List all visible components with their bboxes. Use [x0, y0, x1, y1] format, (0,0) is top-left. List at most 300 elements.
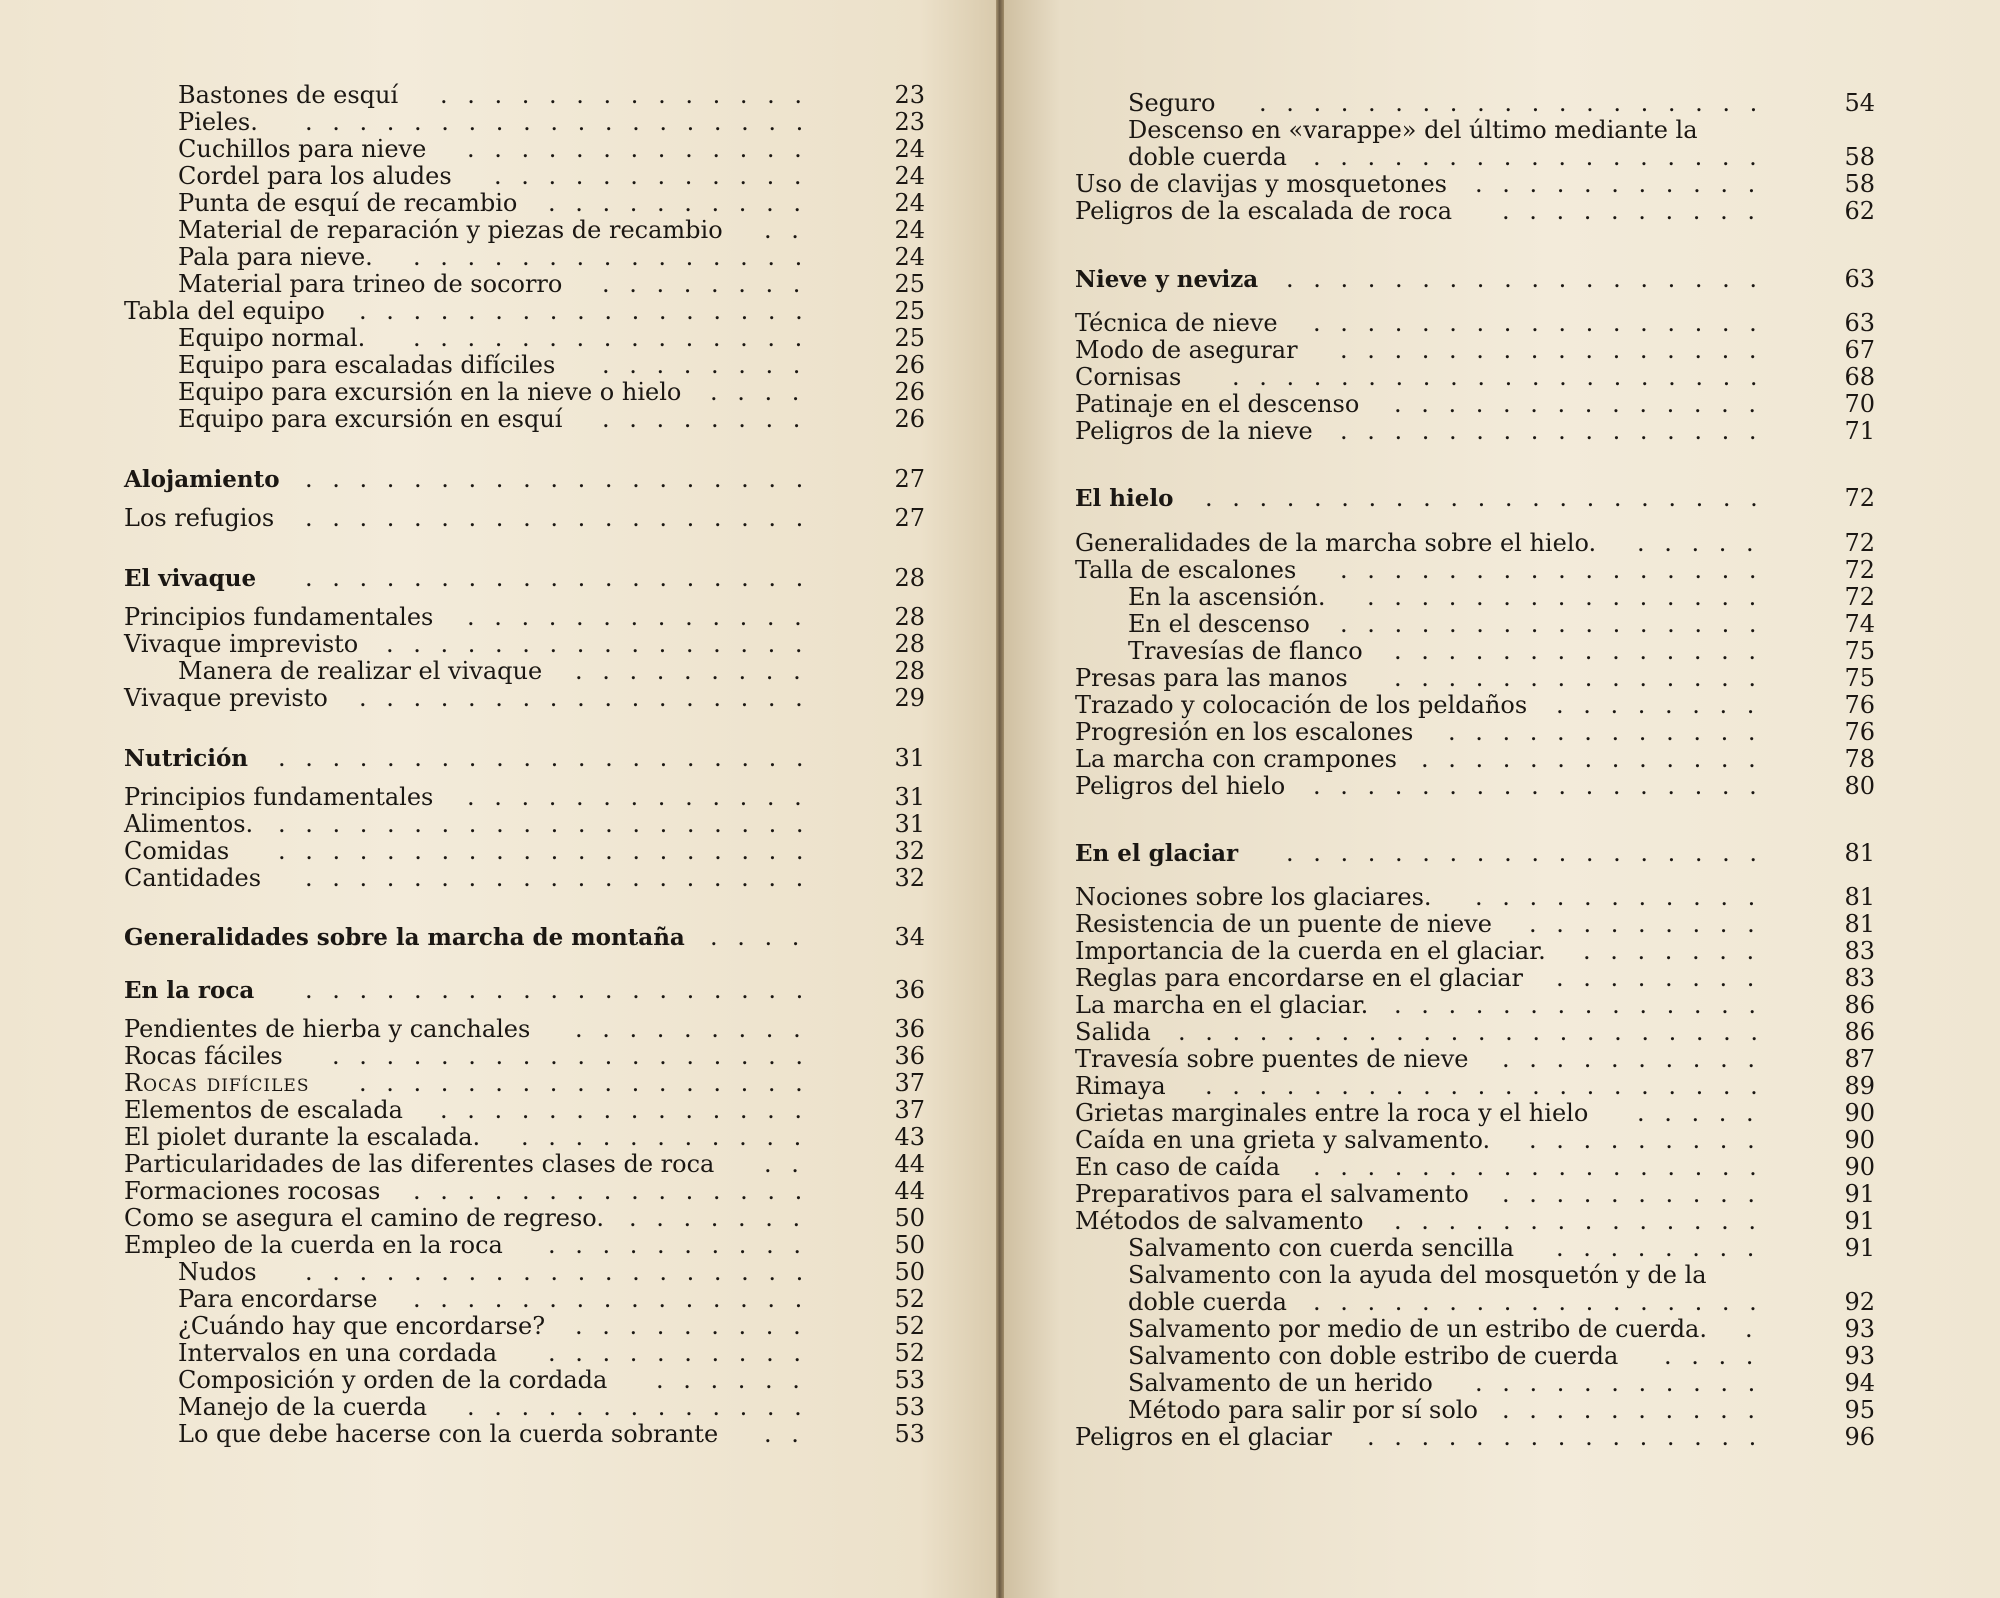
- toc-entry-title: Para encordarse: [178, 1285, 378, 1313]
- toc-entry-title: Manejo de la cuerda: [178, 1393, 428, 1421]
- toc-section-heading: [124, 565, 925, 592]
- toc-entry: [1075, 391, 1875, 418]
- toc-page-number: 74: [1844, 610, 1875, 638]
- toc-entry-title: Peligros de la escalada de roca: [1075, 197, 1453, 225]
- toc-page-number: 72: [1844, 556, 1875, 584]
- toc-entry: [1075, 1181, 1875, 1208]
- toc-entry: [1128, 584, 1875, 611]
- toc-page-number: 81: [1844, 839, 1875, 867]
- toc-entry: [1075, 1154, 1875, 1181]
- toc-section-heading: [124, 924, 925, 951]
- toc-entry-title: Salvamento con cuerda sencilla: [1128, 1234, 1515, 1262]
- toc-entry-title: Travesías de flanco: [1128, 637, 1363, 665]
- leader-dots: . . . . . . . . . . . . . . . . .: [359, 1069, 803, 1097]
- toc-entry: [1075, 911, 1875, 938]
- leader-dots: . . . . . . . . .: [1529, 910, 1755, 938]
- leader-dots: . . . .: [710, 923, 800, 951]
- toc-section-heading: [124, 977, 925, 1004]
- toc-entry-title: Trazado y colocación de los peldaños: [1075, 691, 1528, 719]
- leader-dots: . . . . . . . . . . . . . . . . . . . .: [1232, 363, 1758, 391]
- toc-page-number: 71: [1844, 417, 1875, 445]
- leader-dots: . . . . . . . . . . . . . . . . . .: [1286, 839, 1758, 867]
- toc-page-number: 37: [894, 1096, 925, 1124]
- toc-page-number: 32: [894, 864, 925, 892]
- toc-entry: [1128, 117, 1875, 144]
- leader-dots: . . . . . . . . . . . . . . . . . . .: [305, 564, 804, 592]
- toc-entry: [1128, 1289, 1875, 1316]
- leader-dots: . . . . . . . . . .: [1502, 197, 1755, 225]
- toc-entry-title: doble cuerda: [1128, 1288, 1287, 1316]
- leader-dots: . . . . . . . . . . . . . . . . . . .: [305, 504, 804, 532]
- toc-page-number: 27: [894, 504, 925, 532]
- toc-entry: [178, 1421, 925, 1448]
- toc-page-number: 52: [894, 1339, 925, 1367]
- toc-entry-title: Resistencia de un puente de nieve: [1075, 910, 1492, 938]
- leader-dots: . .: [764, 216, 799, 244]
- toc-page-number: 86: [1844, 1018, 1875, 1046]
- leader-dots: . . . . . . . . . . . . . .: [1394, 390, 1756, 418]
- toc-entry: [1075, 746, 1875, 773]
- leader-dots: . . . . . .: [656, 1366, 800, 1394]
- toc-entry-title: Salvamento con doble estribo de cuerda: [1128, 1342, 1619, 1370]
- toc-entry-title: Importancia de la cuerda en el glaciar.: [1075, 937, 1546, 965]
- toc-page-number: 36: [894, 976, 925, 1004]
- toc-entry-title: Pendientes de hierba y canchales: [124, 1015, 531, 1043]
- toc-entry: [178, 658, 925, 685]
- toc-entry-title: Material de reparación y piezas de recambio: [178, 216, 723, 244]
- toc-entry-title: Salvamento por medio de un estribo de cuerda.: [1128, 1315, 1707, 1343]
- leader-dots: . . . . . . .: [629, 1204, 801, 1232]
- toc-entry: [1075, 1208, 1875, 1235]
- toc-page-number: 28: [894, 603, 925, 631]
- toc-entry: [124, 298, 925, 325]
- toc-entry: [1075, 530, 1875, 557]
- toc-entry-title: Cordel para los aludes: [178, 162, 452, 190]
- toc-entry-title: Métodos de salvamento: [1075, 1207, 1364, 1235]
- toc-entry-title: Rocas fáciles: [124, 1042, 283, 1070]
- toc-entry: [124, 685, 925, 712]
- toc-entry-title: Nutrición: [124, 745, 249, 772]
- toc-entry: [178, 406, 925, 433]
- toc-entry-title: En la roca: [124, 977, 255, 1004]
- toc-entry: [178, 109, 925, 136]
- leader-dots: . . . . . . . . . . . . . . . . . . .: [305, 1258, 804, 1286]
- leader-dots: . . . . . . . . . .: [548, 1231, 801, 1259]
- toc-entry: [1128, 611, 1875, 638]
- toc-entry: [178, 1367, 925, 1394]
- toc-page-number: 75: [1844, 637, 1875, 665]
- toc-entry-title: El hielo: [1075, 485, 1174, 512]
- toc-page-number: 43: [894, 1123, 925, 1151]
- toc-entry: [1075, 1073, 1875, 1100]
- leader-dots: . . . . . . . . . . . . . . .: [1367, 583, 1757, 611]
- toc-entry: [124, 1043, 925, 1070]
- toc-page-number: 93: [1844, 1315, 1875, 1343]
- toc-entry-title: Progresión en los escalones: [1075, 718, 1414, 746]
- toc-entry-title: Equipo para excursión en esquí: [178, 405, 563, 433]
- toc-entry: [1075, 1100, 1875, 1127]
- toc-entry: [1075, 418, 1875, 445]
- toc-entry: [124, 865, 925, 892]
- toc-page-number: 32: [894, 837, 925, 865]
- leader-dots: . . . . . . . . . . . .: [1448, 718, 1756, 746]
- leader-dots: . . . . . . . . . . . . . . . .: [1340, 556, 1757, 584]
- toc-entry-title: Tabla del equipo: [124, 297, 325, 325]
- toc-page-number: 91: [1844, 1207, 1875, 1235]
- leader-dots: . . . . . . . . . . . . . .: [1394, 637, 1756, 665]
- toc-page-number: 75: [1844, 664, 1875, 692]
- toc-entry: [178, 82, 925, 109]
- toc-entry: [124, 1070, 925, 1097]
- toc-page-number: 53: [894, 1420, 925, 1448]
- toc-entry-title: Preparativos para el salvamento: [1075, 1180, 1469, 1208]
- leader-dots: . . . . . . . . . . . . . . . . . . .: [305, 108, 804, 136]
- leader-dots: . . . . . . . . . . .: [1475, 883, 1756, 911]
- toc-entry: [1075, 1046, 1875, 1073]
- leader-dots: . . . . . . . . . . . . . . . . .: [359, 297, 803, 325]
- toc-page-number: 23: [894, 108, 925, 136]
- toc-entry-title: Principios fundamentales: [124, 783, 434, 811]
- toc-page-number: 67: [1844, 336, 1875, 364]
- toc-page-number: 90: [1844, 1153, 1875, 1181]
- toc-entry-title: Vivaque imprevisto: [124, 630, 359, 658]
- toc-section-heading: [124, 466, 925, 493]
- toc-entry-title: doble cuerda: [1128, 143, 1287, 171]
- toc-entry: [124, 838, 925, 865]
- toc-entry: [178, 352, 925, 379]
- toc-entry: [178, 190, 925, 217]
- toc-page-number: 94: [1844, 1369, 1875, 1397]
- leader-dots: . . . . . . .: [1583, 937, 1755, 965]
- leader-dots: . . . . . . . . .: [575, 1015, 801, 1043]
- toc-entry: [178, 271, 925, 298]
- leader-dots: . . . . . . . . . . . . .: [467, 603, 802, 631]
- toc-page-number: 24: [894, 135, 925, 163]
- leader-dots: . . . . . . . . . . . . . .: [1394, 1207, 1756, 1235]
- leader-dots: . .: [764, 1150, 799, 1178]
- toc-entry-title: El piolet durante la escalada.: [124, 1123, 481, 1151]
- toc-entry-title: Salvamento con la ayuda del mosquetón y de la: [1128, 1261, 1707, 1289]
- leader-dots: . . . . . . . . . . . . . . . . . . .: [1259, 89, 1758, 117]
- toc-page-number: 81: [1844, 883, 1875, 911]
- toc-entry: [124, 505, 925, 532]
- toc-entry-title: Como se asegura el camino de regreso.: [124, 1204, 604, 1232]
- toc-entry: [124, 1097, 925, 1124]
- toc-entry-title: Peligros de la nieve: [1075, 417, 1313, 445]
- leader-dots: . . . . . . . .: [1556, 964, 1755, 992]
- leader-dots: . . . . . . . . . . . . . . . . . . . .: [278, 744, 804, 772]
- toc-page-number: 54: [1844, 89, 1875, 117]
- leader-dots: . . . . . . . . . . . . .: [467, 783, 802, 811]
- toc-entry-title: Los refugios: [124, 504, 275, 532]
- toc-entry: [1075, 310, 1875, 337]
- toc-entry: [1075, 557, 1875, 584]
- toc-entry: [1075, 938, 1875, 965]
- toc-entry-title: La marcha con crampones: [1075, 745, 1397, 773]
- leader-dots: . . . . . . . . . . . . . . . . .: [1313, 772, 1757, 800]
- leader-dots: . . . . . . . . . . . . . . . . . . .: [305, 465, 804, 493]
- leader-dots: . . . . . . . . . . . . .: [1421, 745, 1756, 773]
- leader-dots: . . . . . . . . . . . . . . . . . . . . . .: [1178, 1018, 1759, 1046]
- leader-dots: . . . . . . . . . .: [1502, 1180, 1755, 1208]
- toc-entry-title: El vivaque: [124, 565, 257, 592]
- toc-page-number: 63: [1844, 309, 1875, 337]
- leader-dots: . . . . . . . .: [602, 270, 801, 298]
- toc-entry: [1128, 1262, 1875, 1289]
- toc-page-number: 81: [1844, 910, 1875, 938]
- toc-page-number: 76: [1844, 718, 1875, 746]
- toc-entry-title: En la ascensión.: [1128, 583, 1326, 611]
- toc-page-number: 26: [894, 351, 925, 379]
- toc-entry-title: Patinaje en el descenso: [1075, 390, 1360, 418]
- toc-entry: [1128, 90, 1875, 117]
- toc-section-heading: [124, 745, 925, 772]
- leader-dots: . . . . . . . . . . . . . .: [440, 81, 802, 109]
- leader-dots: . . . . . . . .: [602, 405, 801, 433]
- toc-entry-title: Nieve y neviza: [1075, 266, 1259, 293]
- toc-page-number: 31: [894, 810, 925, 838]
- toc-entry-title: Grietas marginales entre la roca y el hielo: [1075, 1099, 1589, 1127]
- toc-page-number: 89: [1844, 1072, 1875, 1100]
- toc-entry-title: Principios fundamentales: [124, 603, 434, 631]
- toc-entry: [1128, 1370, 1875, 1397]
- toc-page-number: 44: [894, 1177, 925, 1205]
- leader-dots: . . . . . . . . . . . . . . .: [413, 1177, 803, 1205]
- toc-page-number: 58: [1844, 170, 1875, 198]
- leader-dots: . . . . . . . . . . . . .: [467, 135, 802, 163]
- toc-entry-title: Presas para las manos: [1075, 664, 1348, 692]
- toc-page-number: 72: [1844, 529, 1875, 557]
- toc-entry-title: Vivaque previsto: [124, 684, 328, 712]
- leader-dots: . . . . . . . . . .: [548, 189, 801, 217]
- leader-dots: . . . . . . . . .: [575, 1312, 801, 1340]
- toc-page-number: 91: [1844, 1180, 1875, 1208]
- toc-entry: [178, 1286, 925, 1313]
- toc-entry-title: Comidas: [124, 837, 230, 865]
- leader-dots: . .: [764, 1420, 799, 1448]
- toc-entry-title: Peligros en el glaciar: [1075, 1423, 1332, 1451]
- toc-section-heading: [1075, 485, 1875, 512]
- toc-entry: [178, 244, 925, 271]
- toc-entry-title: Talla de escalones: [1075, 556, 1297, 584]
- toc-page-number: 31: [894, 783, 925, 811]
- toc-entry: [1075, 364, 1875, 391]
- toc-entry-title: Formaciones rocosas: [124, 1177, 381, 1205]
- toc-entry-title: Manera de realizar el vivaque: [178, 657, 543, 685]
- toc-entry: [178, 1340, 925, 1367]
- toc-page-number: 24: [894, 216, 925, 244]
- toc-entry: [124, 1205, 925, 1232]
- toc-page-number: 95: [1844, 1396, 1875, 1424]
- toc-entry: [1128, 1235, 1875, 1262]
- toc-page-number: 86: [1844, 991, 1875, 1019]
- toc-page-number: 23: [894, 81, 925, 109]
- toc-entry-title: Equipo para escaladas difíciles: [178, 351, 556, 379]
- toc-page-number: 50: [894, 1204, 925, 1232]
- toc-entry-title: Cornisas: [1075, 363, 1182, 391]
- right-page: [1000, 0, 2000, 1598]
- leader-dots: . . . . . . . . . . . . . . . . .: [1313, 1153, 1757, 1181]
- toc-page-number: 63: [1844, 265, 1875, 293]
- leader-dots: . . . . . . . .: [1556, 1234, 1755, 1262]
- leader-dots: . . . . . . . . . . . . . . . . . . . . .: [1205, 1072, 1758, 1100]
- toc-entry-title: En caso de caída: [1075, 1153, 1281, 1181]
- leader-dots: . . . . . . . . . . . . . .: [1394, 991, 1756, 1019]
- toc-entry-title: Punta de esquí de recambio: [178, 189, 518, 217]
- leader-dots: . . . . . . . . . . . . . . . . .: [1313, 309, 1757, 337]
- toc-entry-title: Particularidades de las diferentes clases de roca: [124, 1150, 715, 1178]
- toc-entry: [1128, 1343, 1875, 1370]
- toc-entry-title: Generalidades sobre la marcha de montaña: [124, 924, 685, 951]
- toc-page-number: 50: [894, 1258, 925, 1286]
- toc-page-number: 52: [894, 1312, 925, 1340]
- toc-entry-title: Salida: [1075, 1018, 1151, 1046]
- leader-dots: . . . . . . . . . . . . . . . . . .: [1286, 265, 1758, 293]
- toc-entry-title: Equipo normal.: [178, 324, 366, 352]
- toc-entry-title: Nociones sobre los glaciares.: [1075, 883, 1432, 911]
- toc-page-number: 25: [894, 270, 925, 298]
- toc-entry-title: La marcha en el glaciar.: [1075, 991, 1369, 1019]
- toc-page-number: 26: [894, 405, 925, 433]
- book-gutter: [996, 0, 1004, 1598]
- toc-entry: [178, 217, 925, 244]
- toc-entry-title: Material para trineo de socorro: [178, 270, 563, 298]
- toc-page-number: 58: [1844, 143, 1875, 171]
- toc-entry-title: Uso de clavijas y mosquetones: [1075, 170, 1447, 198]
- leader-dots: . . . . . . . . . . . .: [494, 162, 802, 190]
- toc-entry-title: Nudos: [178, 1258, 257, 1286]
- toc-page-number: 28: [894, 657, 925, 685]
- toc-entry: [1075, 884, 1875, 911]
- toc-entry-title: Modo de asegurar: [1075, 336, 1298, 364]
- leader-dots: . . . . . . . . . . . . .: [467, 1393, 802, 1421]
- toc-entry-title: Generalidades de la marcha sobre el hielo.: [1075, 529, 1597, 557]
- toc-page-number: 96: [1844, 1423, 1875, 1451]
- toc-page-number: 83: [1844, 964, 1875, 992]
- toc-entry-title: Cuchillos para nieve: [178, 135, 427, 163]
- toc-page-number: 80: [1844, 772, 1875, 800]
- leader-dots: . . . . . . . . . . . . . . . . . .: [332, 1042, 804, 1070]
- toc-page-number: 24: [894, 189, 925, 217]
- toc-entry: [178, 1394, 925, 1421]
- toc-entry: [178, 163, 925, 190]
- leader-dots: . . . .: [710, 378, 800, 406]
- toc-entry: [1075, 965, 1875, 992]
- toc-entry-title: ¿Cuándo hay que encordarse?: [178, 1312, 546, 1340]
- toc-page-number: 72: [1844, 484, 1875, 512]
- toc-entry-title: Descenso en «varappe» del último mediante la: [1128, 116, 1698, 144]
- toc-page-number: 28: [894, 630, 925, 658]
- toc-entry-title: Travesía sobre puentes de nieve: [1075, 1045, 1469, 1073]
- toc-entry-title: Composición y orden de la cordada: [178, 1366, 608, 1394]
- toc-page-number: 83: [1844, 937, 1875, 965]
- toc-page-number: 44: [894, 1150, 925, 1178]
- toc-page-number: 25: [894, 297, 925, 325]
- toc-entry: [124, 1178, 925, 1205]
- toc-entry: [1075, 773, 1875, 800]
- toc-page-number: 62: [1844, 197, 1875, 225]
- toc-entry: [124, 1016, 925, 1043]
- toc-entry-title: Equipo para excursión en la nieve o hielo: [178, 378, 682, 406]
- leader-dots: . . . . . . . .: [602, 351, 801, 379]
- toc-entry: [1075, 1424, 1875, 1451]
- toc-entry-title: Caída en una grieta y salvamento.: [1075, 1126, 1491, 1154]
- leader-dots: . . . . . . . . .: [1529, 1126, 1755, 1154]
- toc-page-number: 26: [894, 378, 925, 406]
- leader-dots: . . . . . . . . . . . . . . . . .: [1313, 1288, 1757, 1316]
- toc-page-number: 24: [894, 162, 925, 190]
- leader-dots: . . . . . . . . . . . . . . . .: [1340, 610, 1757, 638]
- toc-entry: [124, 1232, 925, 1259]
- toc-page-number: 53: [894, 1393, 925, 1421]
- toc-page-number: 24: [894, 243, 925, 271]
- toc-page-number: 36: [894, 1015, 925, 1043]
- leader-dots: . . . . . . . . . .: [548, 1339, 801, 1367]
- toc-entry-title: Cantidades: [124, 864, 262, 892]
- leader-dots: . . . . . . . . . . . . . . . . .: [1313, 143, 1757, 171]
- toc-entry-title: En el descenso: [1128, 610, 1310, 638]
- table-of-contents-right: [1000, 0, 2000, 1598]
- toc-page-number: 70: [1844, 390, 1875, 418]
- toc-entry: [1075, 665, 1875, 692]
- leader-dots: . . . . . . . . . . . . . . . . . . .: [305, 864, 804, 892]
- toc-page-number: 27: [894, 465, 925, 493]
- toc-page-number: 29: [894, 684, 925, 712]
- toc-entry-title: Método para salir por sí solo: [1128, 1396, 1478, 1424]
- toc-entry: [1075, 719, 1875, 746]
- toc-page-number: 36: [894, 1042, 925, 1070]
- leader-dots: . . . . . . . . . . . . . . . . . . . .: [278, 837, 804, 865]
- toc-entry: [178, 379, 925, 406]
- leader-dots: . . . . . . . . . . . . . . .: [413, 324, 803, 352]
- toc-entry: [1075, 692, 1875, 719]
- toc-entry: [178, 136, 925, 163]
- toc-entry-title: Alojamiento: [124, 466, 280, 493]
- toc-page-number: 52: [894, 1285, 925, 1313]
- toc-page-number: 31: [894, 744, 925, 772]
- toc-entry: [124, 631, 925, 658]
- toc-entry: [1075, 1019, 1875, 1046]
- toc-entry-title: Rimaya: [1075, 1072, 1166, 1100]
- toc-entry-title: Pala para nieve.: [178, 243, 373, 271]
- toc-page-number: 72: [1844, 583, 1875, 611]
- leader-dots: . . . . . . . . . . . . . . . . . . . . .: [1205, 484, 1758, 512]
- leader-dots: . . . . . . . . . . .: [521, 1123, 802, 1151]
- toc-entry: [178, 1313, 925, 1340]
- toc-page-number: 87: [1844, 1045, 1875, 1073]
- toc-page-number: 76: [1844, 691, 1875, 719]
- toc-entry-title: Lo que debe hacerse con la cuerda sobrante: [178, 1420, 719, 1448]
- toc-entry-title: Reglas para encordarse en el glaciar: [1075, 964, 1524, 992]
- leader-dots: . . . . . . . . . . . . . . .: [413, 243, 803, 271]
- toc-entry: [1075, 337, 1875, 364]
- leader-dots: . . . . . . . . . .: [1502, 1396, 1755, 1424]
- toc-entry: [1128, 638, 1875, 665]
- toc-page-number: 91: [1844, 1234, 1875, 1262]
- toc-page-number: 90: [1844, 1099, 1875, 1127]
- toc-page-number: 34: [894, 923, 925, 951]
- leader-dots: .: [1745, 1315, 1753, 1343]
- toc-entry: [178, 1259, 925, 1286]
- toc-entry-title: Salvamento de un herido: [1128, 1369, 1433, 1397]
- leader-dots: . . . . .: [1637, 1099, 1754, 1127]
- toc-page-number: 68: [1844, 363, 1875, 391]
- toc-entry-title: Seguro: [1128, 89, 1216, 117]
- toc-page-number: 25: [894, 324, 925, 352]
- toc-entry: [124, 811, 925, 838]
- toc-page-number: 78: [1844, 745, 1875, 773]
- leader-dots: . . . . . . . . . . .: [1475, 1369, 1756, 1397]
